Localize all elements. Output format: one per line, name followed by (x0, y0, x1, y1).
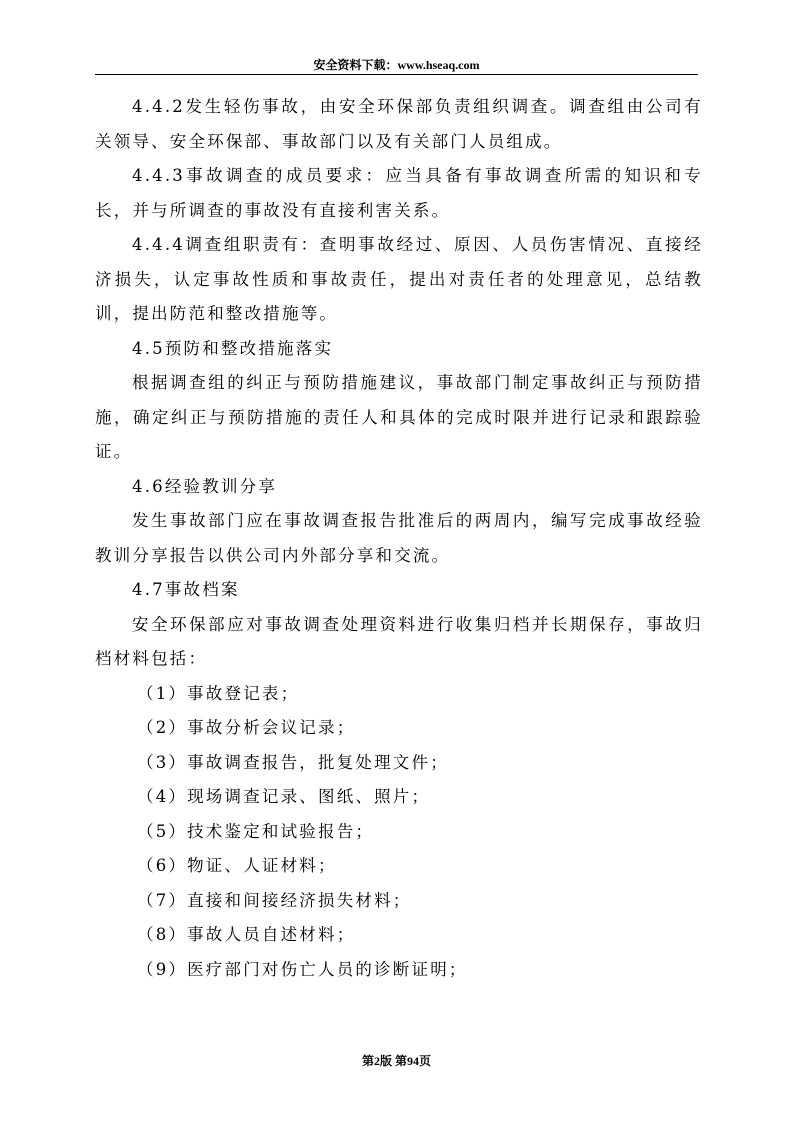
section-heading-4-5: 4.5预防和整改措施落实 (132, 338, 334, 358)
list-item: （2）事故分析会议记录； (137, 718, 356, 737)
header-divider (95, 74, 698, 75)
section-heading-4-6: 4.6经验教训分享 (132, 476, 278, 496)
page-footer: 第2版 第94页 (361, 1054, 431, 1068)
list-item: （3）事故调查报告，批复处理文件； (137, 752, 449, 772)
paragraph-4-4-2: 4.4.2发生轻伤事故，由安全环保部负责组织调查。调查组由公司有关领导、安全环保部、事故部门以及有关部门人员组成。 (95, 97, 703, 151)
list-item: （9）医疗部门对伤亡人员的诊断证明； (137, 959, 468, 979)
list-item: （7）直接和间接经济损失材料； (137, 890, 412, 910)
list-item: （5）技术鉴定和试验报告； (137, 821, 375, 841)
list-item: （1）事故登记表； (137, 683, 300, 703)
paragraph-4-5-body: 根据调查组的纠正与预防措施建议，事故部门制定事故纠正与预防措施，确定纠正与预防措施的责任人和具体的完成时限并进行记录和跟踪验证。 (95, 373, 703, 461)
list-item: （6）物证、人证材料； (137, 856, 337, 875)
section-heading-4-7: 4.7事故档案 (132, 580, 240, 599)
document-body (95, 90, 703, 987)
list-item: （8）事故人员自述材料； (137, 925, 356, 944)
list-item: （4）现场调查记录、图纸、照片； (137, 787, 431, 806)
page-header: 安全资料下载：www.hseaq.com (313, 58, 480, 72)
paragraph-4-6-body: 发生事故部门应在事故调查报告批准后的两周内，编写完成事故经验教训分享报告以供公司内外部分享和交流。 (95, 511, 703, 565)
archive-materials-list (95, 677, 703, 988)
paragraph-4-4-4: 4.4.4调查组职责有：查明事故经过、原因、人员伤害情况、直接经济损失，认定事故性质和事故责任，提出对责任者的处理意见，总结教训，提出防范和整改措施等。 (95, 235, 703, 323)
paragraph-4-7-body: 安全环保部应对事故调查处理资料进行收集归档并长期保存，事故归档材料包括： (95, 614, 703, 668)
paragraph-4-4-3: 4.4.3事故调查的成员要求：应当具备有事故调查所需的知识和专长，并与所调查的事故没有直接利害关系。 (95, 166, 703, 220)
